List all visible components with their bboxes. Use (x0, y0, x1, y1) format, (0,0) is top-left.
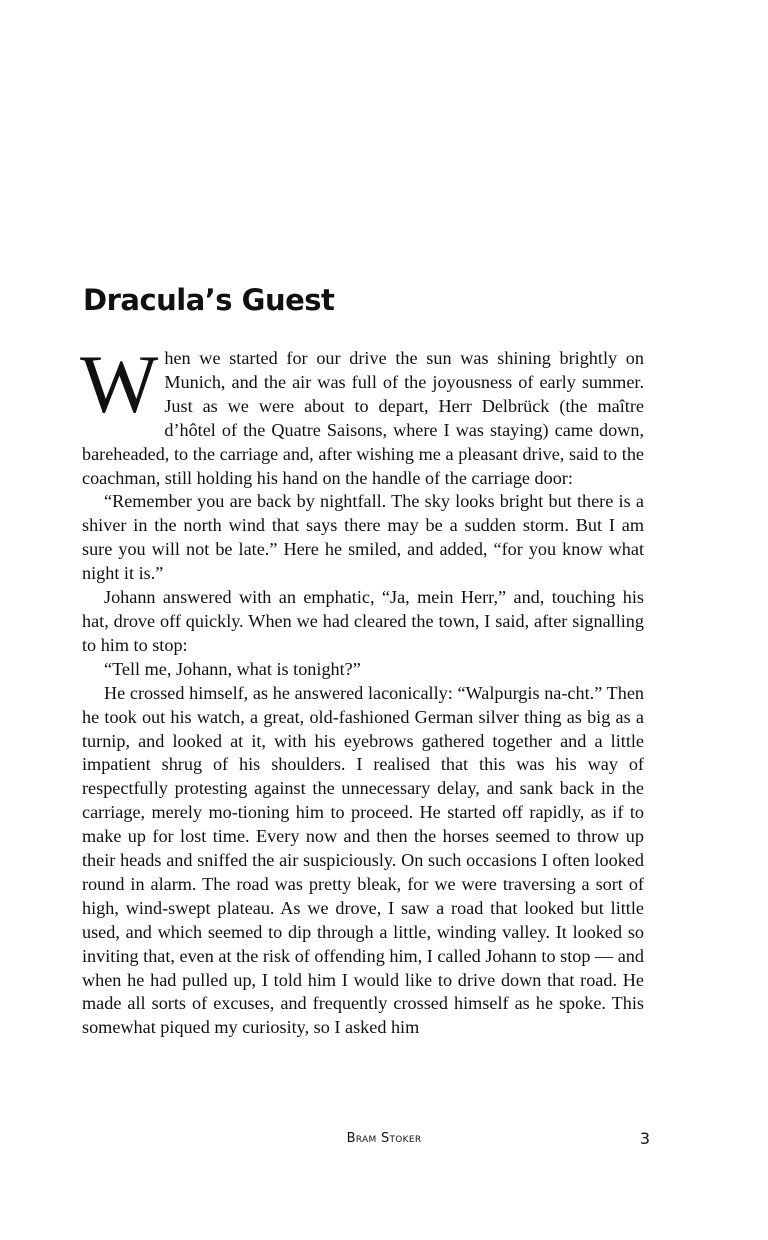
drop-cap: W (80, 338, 159, 430)
running-footer-author: Bram Stoker (346, 1131, 422, 1146)
paragraph-5: He crossed himself, as he answered laconically: “Walpurgis na-cht.” Then he took out his watch, a great, old-fashioned German silver thing as big as a turnip, and looked at it, with his eyebrows gathered together and a little impatient shrug of his shoulders. I realised that this was his way of respectfully protesting against the unnecessary delay, and sank back in the carriage, merely mo-tioning him to proceed. He started off rapidly, as if to make up for lost time. Every now and then the horses seemed to throw up their heads and sniffed the air suspiciously. On such occasions I often looked round in alarm. The road was pretty bleak, for we were traversing a sort of high, wind-swept plateau. As we drove, I saw a road that looked but little used, and which seemed to dip through a little, winding valley. It looked so inviting that, even at the risk of offending him, I called Johann to stop — and when he had pulled up, I told him I would like to drive down that road. He made all sorts of excuses, and frequently crossed himself as he spoke. This somewhat piqued my curiosity, so I asked him (82, 682, 644, 1038)
paragraph-2: “Remember you are back by nightfall. The sky looks bright but there is a shiver in the north wind that says there may be a sudden storm. But I am sure you will not be late.” Here he smiled, and added, “for you know what night it is.” (82, 491, 644, 584)
chapter-body (80, 338, 644, 1040)
paragraph-3: Johann answered with an emphatic, “Ja, mein Herr,” and, touching his hat, drove off quickly. When we had cleared the town, I said, after signalling to him to stop: (82, 587, 644, 655)
paragraph-1 (80, 338, 644, 490)
paragraph-1-text: hen we started for our drive the sun was shining brightly on Munich, and the air was full of the joyousness of early summer. Just as we were about to depart, Herr Delbrück (the maître d’hôtel of the Quatre Saisons, where I was staying) came down, bareheaded, to the carriage and, after wishing me a pleasant drive, said to the coachman, still holding his hand on the handle of the carriage door: (82, 348, 644, 488)
page-number: 3 (639, 1129, 650, 1148)
chapter-title: Dracula’s Guest (83, 283, 335, 317)
paragraph-4: “Tell me, Johann, what is tonight?” (104, 658, 361, 679)
